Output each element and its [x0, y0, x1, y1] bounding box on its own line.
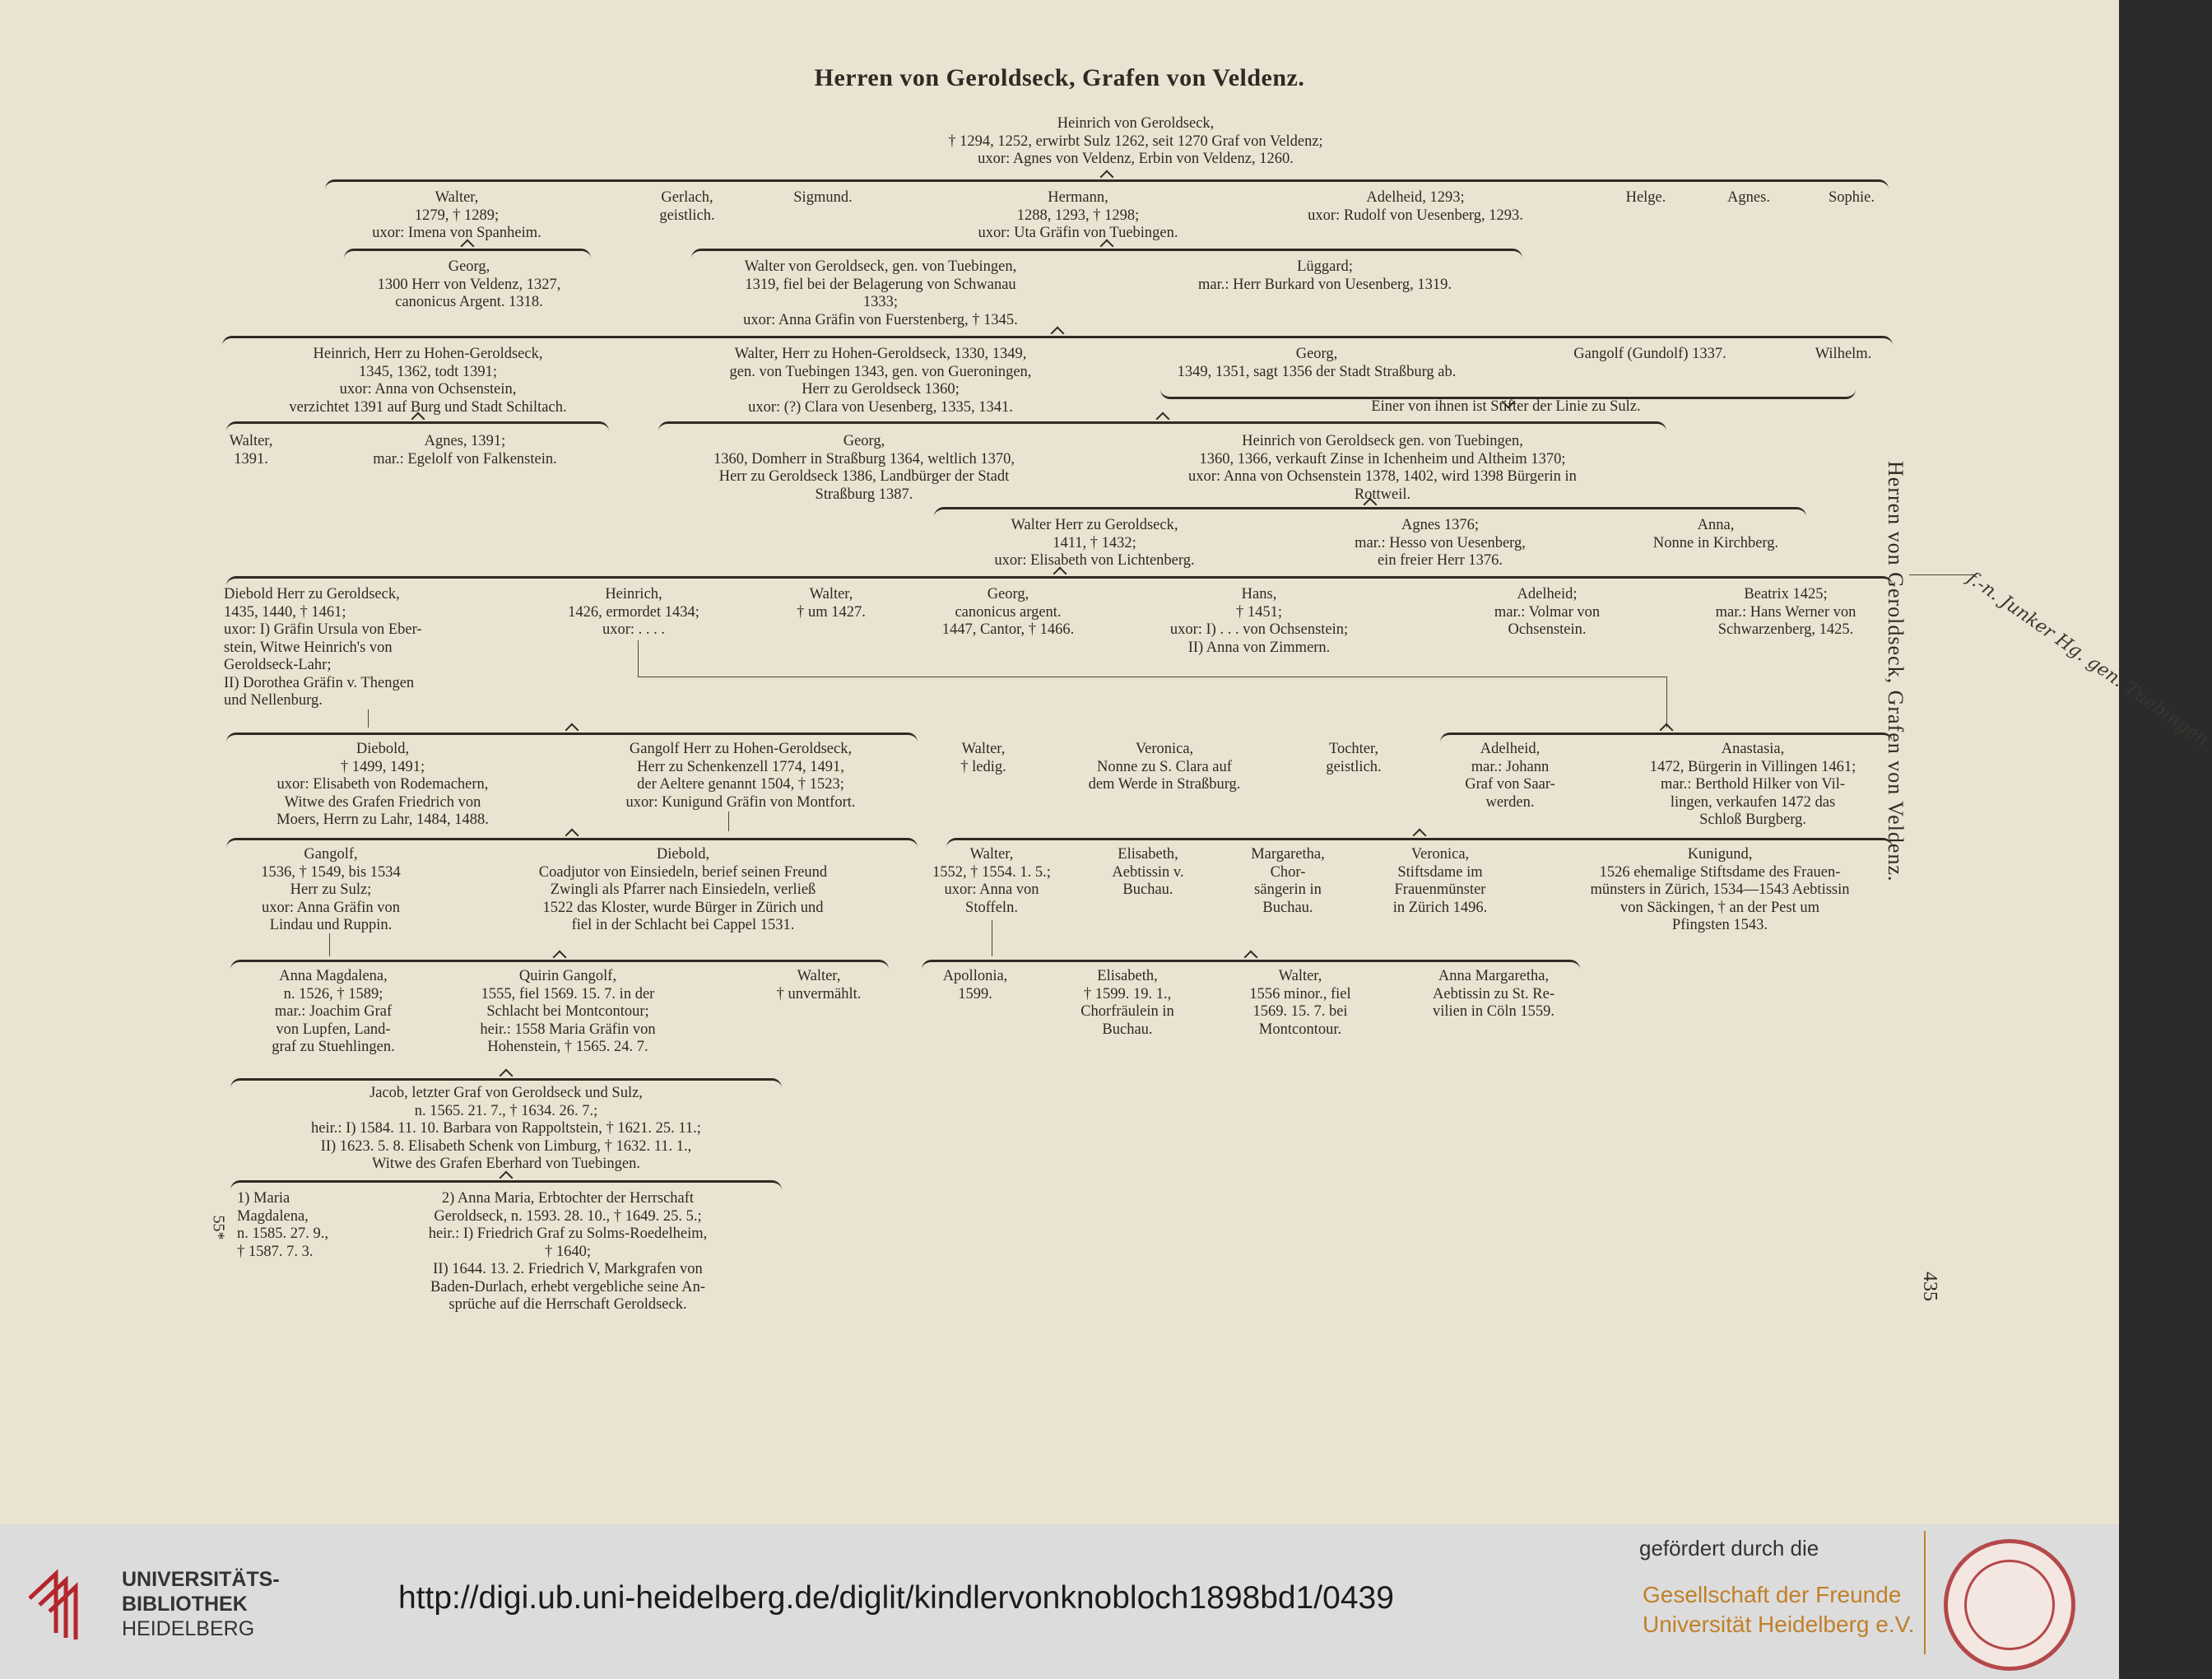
- person-heinrich-gen7: Heinrich, 1426, ermordet 1434; uxor: . . . .: [568, 586, 699, 638]
- person-agnes-gen6: Agnes 1376; mar.: Hesso von Uesenberg, ein freier Herr 1376.: [1355, 517, 1526, 569]
- ub-logo-icon: [23, 1565, 99, 1641]
- person-walter-gen10: Walter, † unvermählt.: [776, 968, 862, 1002]
- person-agnes-gen2: Agnes.: [1727, 189, 1770, 206]
- person-gangolf-gen9: Gangolf, 1536, † 1549, bis 1534 Herr zu Sulz; uxor: Anna Gräfin von Lindau und Ruppin.: [261, 846, 401, 933]
- person-maria-magdalena-gen12: 1) Maria Magdalena, n. 1585. 27. 9., † 1587. 7. 3.: [237, 1190, 328, 1260]
- person-jacob-gen11: Jacob, letzter Graf von Geroldseck und Sulz, n. 1565. 21. 7., † 1634. 26. 7.; heir.: I) 1584. 11. 10. Barbara von Rappoltstein, † 1621. 25. 11.; II) 1623. 5. 8. Elisabeth Schenk von Limburg, † 1632. 11. 1., Witwe des Grafen Eberhard von Tuebingen.: [311, 1085, 701, 1172]
- person-elisabeth-gen9: Elisabeth, Aebtissin v. Buchau.: [1112, 846, 1184, 898]
- sponsor-label: gefördert durch die: [1639, 1536, 1819, 1560]
- person-sophie-gen2: Sophie.: [1828, 189, 1875, 206]
- person-veronica-gen9: Veronica, Stiftsdame im Frauenmünster in Zürich 1496.: [1392, 846, 1488, 916]
- person-diebold-gen7: Diebold Herr zu Geroldseck, 1435, 1440, † 1461; uxor: I) Gräfin Ursula von Eber- stein, Witwe Heinrich's von Geroldseck-Lahr; II) Dorothea Gräfin v. Thengen und Nellenburg.: [224, 586, 422, 709]
- person-walter-gen4: Walter, Herr zu Hohen-Geroldseck, 1330, 1349, gen. von Tuebingen 1343, gen. von Gueroningen, Herr zu Geroldseck 1360; uxor: (?) Clara von Uesenberg, 1335, 1341.: [729, 346, 1032, 416]
- person-tochter-gen8: Tochter, geistlich.: [1326, 741, 1382, 775]
- sheet-mark: 55*: [209, 1215, 228, 1240]
- person-veronica-gen8: Veronica, Nonne zu S. Clara auf dem Werde in Straßburg.: [1088, 741, 1241, 793]
- person-gangolf-gen8: Gangolf Herr zu Hohen-Geroldseck, Herr zu Schenkenzell 1774, 1491, der Aeltere genannt 1504, † 1523; uxor: Kunigund Gräfin von Montfort.: [625, 741, 856, 811]
- person-sigmund-gen2: Sigmund.: [793, 189, 853, 206]
- person-quirin-gangolf-gen10: Quirin Gangolf, 1555, fiel 1569. 15. 7. in der Schlacht bei Montcontour; heir.: 1558 Maria Gräfin von Hohenstein, † 1565. 24. 7.: [480, 968, 656, 1055]
- person-anna-margaretha-gen10: Anna Margaretha, Aebtissin zu St. Re- vilien in Cöln 1559.: [1433, 968, 1554, 1020]
- person-heinrich-gen5: Heinrich von Geroldseck gen. von Tuebingen, 1360, 1366, verkauft Zinse in Ichenheim und Altheim 1370; uxor: Anna von Ochsenstein 1378, 1402, wird 1398 Bürgerin in Rottweil.: [1188, 433, 1577, 503]
- handwritten-pointer: [1909, 574, 1973, 575]
- person-walter-gen9: Walter, 1552, † 1554. 1. 5.; uxor: Anna von Stoffeln.: [932, 846, 1051, 916]
- brace-stifter: [1160, 385, 1856, 399]
- person-walter-gen3: Walter von Geroldseck, gen. von Tuebingen, 1319, fiel bei der Belagerung von Schwanau 1333; uxor: Anna Gräfin von Fuerstenberg, † 1345.: [743, 258, 1018, 328]
- person-georg-gen3: Georg, 1300 Herr von Veldenz, 1327, canonicus Argent. 1318.: [377, 258, 561, 310]
- person-anna-gen6: Anna, Nonne in Kirchberg.: [1652, 517, 1779, 551]
- person-walter-gen2: Walter, 1279, † 1289; uxor: Imena von Spanheim.: [372, 189, 541, 241]
- sponsor-divider: [1924, 1531, 1926, 1654]
- connector-diebold-down: [368, 709, 369, 728]
- permalink-url[interactable]: http://digi.ub.uni-heidelberg.de/diglit/kindlervonknobloch1898bd1/0439: [398, 1580, 1394, 1616]
- person-wilhelm-gen4: Wilhelm.: [1815, 346, 1872, 362]
- library-line-1: UNIVERSITÄTS-: [122, 1568, 280, 1591]
- person-apollonia-gen10: Apollonia, 1599.: [942, 968, 1008, 1002]
- connector-heinrich-down: [638, 640, 639, 677]
- seal-inner-ring: [1964, 1560, 2055, 1650]
- person-anna-magdalena-gen10: Anna Magdalena, n. 1526, † 1589; mar.: Joachim Graf von Lupfen, Land- graf zu Stuehlingen.: [272, 968, 395, 1055]
- footer-bar: [0, 1524, 2119, 1679]
- person-diebold-gen9: Diebold, Coadjutor von Einsiedeln, berief seinen Freund Zwingli als Pfarrer nach Einsiedeln, verließ 1522 das Kloster, wurde Bürger in Zürich und fiel in der Schlacht bei Cappel 1531.: [538, 846, 828, 933]
- person-anna-maria-gen12: 2) Anna Maria, Erbtochter der Herrschaft Geroldseck, n. 1593. 28. 10., † 1649. 25. 5.; heir.: I) Friedrich Graf zu Solms-Roedelheim, † 1640; II) 1644. 13. 2. Friedrich V, Markgrafen von Baden-Durlach, erhebt vergebliche seine An- sprüche auf die Herrschaft Geroldseck.: [428, 1190, 708, 1313]
- person-elisabeth-gen10: Elisabeth, † 1599. 19. 1., Chorfräulein in Buchau.: [1080, 968, 1174, 1038]
- person-hermann-gen2: Hermann, 1288, 1293, † 1298; uxor: Uta Gräfin von Tuebingen.: [978, 189, 1178, 241]
- person-hans-gen7: Hans, † 1451; uxor: I) . . . von Ochsenstein; II) Anna von Zimmern.: [1169, 586, 1349, 656]
- person-helge-gen2: Helge.: [1625, 189, 1666, 206]
- handwritten-note: f.-n. Junker Hg. gen. Tuebingen: [1963, 568, 2212, 751]
- person-margaretha-gen9: Margaretha, Chor- sängerin in Buchau.: [1251, 846, 1325, 916]
- person-walter2-gen10: Walter, 1556 minor., fiel 1569. 15. 7. bei Montcontour.: [1249, 968, 1351, 1038]
- person-georg-gen5: Georg, 1360, Domherr in Straßburg 1364, weltlich 1370, Herr zu Geroldseck 1386, Landbürger der Stadt Straßburg 1387.: [713, 433, 1015, 503]
- person-adelheid-gen7: Adelheid; mar.: Volmar von Ochsenstein.: [1494, 586, 1601, 638]
- person-lueggard-gen3: Lüggard; mar.: Herr Burkard von Uesenberg, 1319.: [1198, 258, 1452, 293]
- note-stifter-sulz: Einer von ihnen ist Stifter der Linie zu Sulz.: [1371, 398, 1641, 415]
- person-walter-gen5: Walter, 1391.: [229, 433, 273, 467]
- person-anastasia-gen8: Anastasia, 1472, Bürgerin in Villingen 1461; mar.: Berthold Hilker von Vil- lingen, verkaufen 1472 das Schloß Burgberg.: [1649, 741, 1856, 828]
- sponsor-line-1: Gesellschaft der Freunde: [1643, 1582, 1902, 1607]
- person-georg-gen7: Georg, canonicus argent. 1447, Cantor, † 1466.: [941, 586, 1075, 638]
- person-walter-gen6: Walter Herr zu Geroldseck, 1411, † 1432; uxor: Elisabeth von Lichtenberg.: [994, 517, 1195, 569]
- person-adelheid-gen8: Adelheid, mar.: Johann Graf von Saar- werden.: [1465, 741, 1555, 811]
- person-agnes-gen5: Agnes, 1391; mar.: Egelolf von Falkenstein.: [373, 433, 557, 467]
- person-heinrich-gen4: Heinrich, Herr zu Hohen-Geroldseck, 1345, 1362, todt 1391; uxor: Anna von Ochsenstein, verzichtet 1391 auf Burg und Stadt Schiltach.: [289, 346, 567, 416]
- connector-gangolf-gen9-down: [329, 933, 330, 956]
- person-beatrix-gen7: Beatrix 1425; mar.: Hans Werner von Schwarzenberg, 1425.: [1715, 586, 1856, 638]
- person-adelheid-gen2: Adelheid, 1293; uxor: Rudolf von Uesenberg, 1293.: [1308, 189, 1523, 224]
- connector-gangolf-down: [728, 812, 729, 831]
- person-walter-gen7: Walter, † um 1427.: [797, 586, 866, 621]
- person-gangolf-gen4: Gangolf (Gundolf) 1337.: [1573, 346, 1726, 362]
- person-kunigund-gen9: Kunigund, 1526 ehemalige Stiftsdame des Frauen- münsters in Zürich, 1534—1543 Aebtissin von Säckingen, † an der Pest um Pfingsten 1543.: [1590, 846, 1850, 933]
- sponsor-name: [1643, 1580, 1914, 1639]
- side-title: Herren von Geroldseck, Grafen von Veldenz.: [1884, 461, 1908, 882]
- connector-heinrich-to-daughters: [1666, 677, 1667, 728]
- person-georg-gen4: Georg, 1349, 1351, sagt 1356 der Stadt Straßburg ab.: [1177, 346, 1457, 380]
- person-gerlach-gen2: Gerlach, geistlich.: [659, 189, 715, 224]
- library-name: [122, 1567, 280, 1641]
- person-walter-gen8: Walter, † ledig.: [960, 741, 1006, 775]
- page-title: Herren von Geroldseck, Grafen von Veldenz.: [814, 64, 1305, 91]
- university-seal-icon: [1944, 1539, 2075, 1671]
- page-number: 435: [1919, 1272, 1940, 1301]
- person-diebold-gen8: Diebold, † 1499, 1491; uxor: Elisabeth von Rodemachern, Witwe des Grafen Friedrich von Moers, Herrn zu Lahr, 1484, 1488.: [276, 741, 489, 828]
- library-line-3: HEIDELBERG: [122, 1617, 255, 1640]
- sponsor-line-2: Universität Heidelberg e.V.: [1643, 1612, 1915, 1637]
- library-line-2: BIBLIOTHEK: [122, 1593, 248, 1616]
- person-heinrich-gen1: Heinrich von Geroldseck, † 1294, 1252, erwirbt Sulz 1262, seit 1270 Graf von Veldenz; uxor: Agnes von Veldenz, Erbin von Veldenz, 1260.: [948, 115, 1323, 167]
